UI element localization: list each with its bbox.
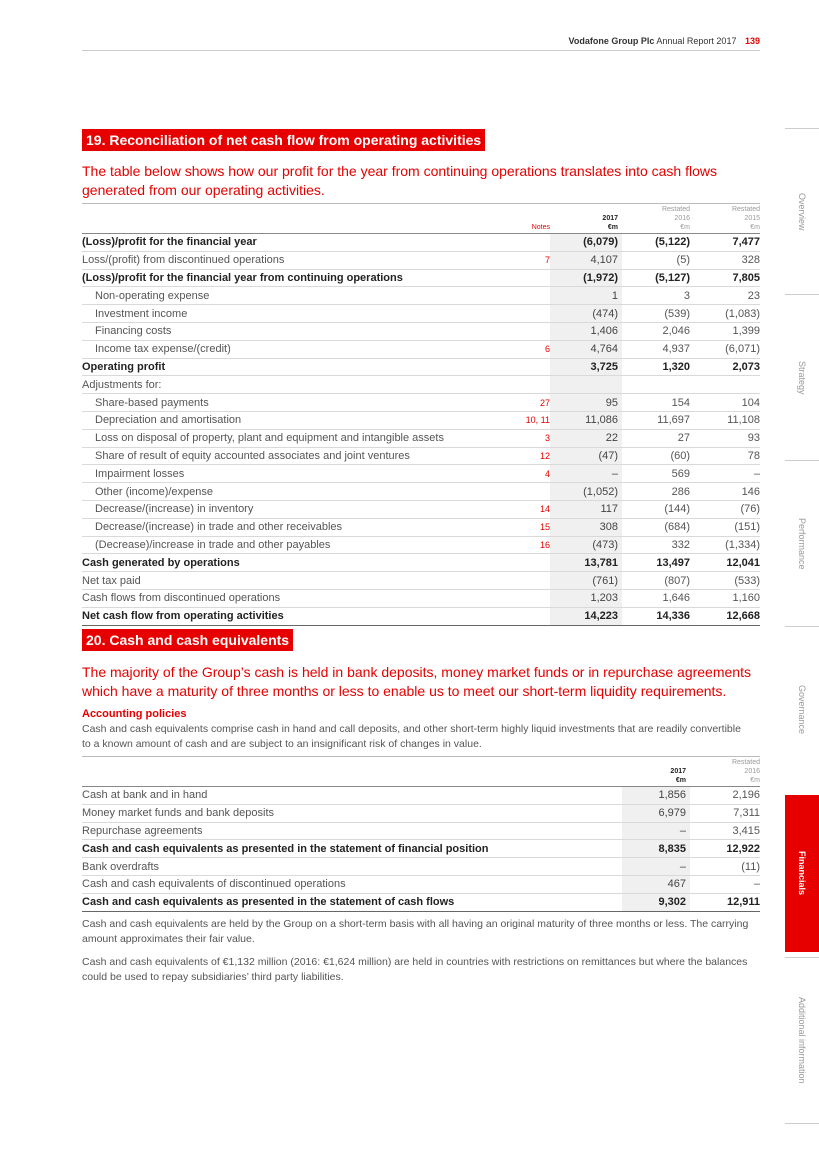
reconciliation-table bbox=[82, 205, 760, 626]
column-header-year: 2016 bbox=[674, 215, 690, 222]
row-note-ref: 12 bbox=[522, 447, 550, 465]
table-row bbox=[82, 447, 760, 465]
column-header bbox=[550, 205, 622, 234]
section-19-intro: The table below shows how our profit for the year from continuing operations translates into cash flows generated from our operating activities. bbox=[82, 163, 717, 198]
row-label: (Loss)/profit for the financial year bbox=[82, 234, 522, 252]
row-label: Impairment losses bbox=[82, 465, 522, 483]
value-2016: 3,415 bbox=[690, 822, 760, 840]
row-label: Money market funds and bank deposits bbox=[82, 804, 622, 822]
tab-label: Strategy bbox=[797, 360, 807, 395]
table-row bbox=[82, 572, 760, 590]
value-2017: 14,223 bbox=[550, 607, 622, 625]
header-spacer bbox=[82, 205, 522, 234]
value-2015: 12,668 bbox=[690, 607, 760, 625]
value-2015: (1,334) bbox=[690, 536, 760, 554]
value-2015: 7,805 bbox=[690, 269, 760, 287]
table-row bbox=[82, 429, 760, 447]
table-row bbox=[82, 394, 760, 412]
value-2017: 1,856 bbox=[622, 787, 690, 805]
value-2017: 4,107 bbox=[550, 251, 622, 269]
notes-header: Notes bbox=[522, 205, 550, 234]
value-2016: 4,937 bbox=[622, 340, 690, 358]
table-row bbox=[82, 840, 760, 858]
table-row bbox=[82, 376, 760, 394]
value-2016 bbox=[622, 376, 690, 394]
value-2016: 1,646 bbox=[622, 589, 690, 607]
value-2017: 1 bbox=[550, 287, 622, 305]
tab-additional-information[interactable] bbox=[785, 958, 819, 1123]
tab-label: Overview bbox=[797, 192, 807, 231]
value-2017: – bbox=[622, 858, 690, 876]
row-label: Decrease/(increase) in trade and other receivables bbox=[82, 518, 522, 536]
row-label: Cash and cash equivalents as presented in the statement of financial position bbox=[82, 840, 622, 858]
value-2016: 27 bbox=[622, 429, 690, 447]
value-2015: 104 bbox=[690, 394, 760, 412]
row-label: Cash and cash equivalents of discontinued operations bbox=[82, 875, 622, 893]
row-note-ref: 4 bbox=[522, 465, 550, 483]
value-2016: 12,911 bbox=[690, 893, 760, 911]
value-2015: (533) bbox=[690, 572, 760, 590]
row-note-ref bbox=[522, 322, 550, 340]
row-note-ref bbox=[522, 607, 550, 625]
row-label: Adjustments for: bbox=[82, 376, 522, 394]
table-row bbox=[82, 500, 760, 518]
column-header-unit: €m bbox=[750, 224, 760, 231]
value-2015: 328 bbox=[690, 251, 760, 269]
header-divider bbox=[82, 50, 760, 51]
column-header-unit: €m bbox=[675, 777, 686, 784]
table-header-row bbox=[82, 758, 760, 787]
row-note-ref: 3 bbox=[522, 429, 550, 447]
tab-strategy[interactable] bbox=[785, 295, 819, 460]
value-2017: 117 bbox=[550, 500, 622, 518]
value-2016: 2,196 bbox=[690, 787, 760, 805]
column-header-year: 2015 bbox=[744, 215, 760, 222]
value-2015: (76) bbox=[690, 500, 760, 518]
table-row bbox=[82, 483, 760, 501]
row-label: Net tax paid bbox=[82, 572, 522, 590]
row-label: Operating profit bbox=[82, 358, 522, 376]
tab-financials[interactable] bbox=[785, 795, 819, 952]
section-19-title: 19. Reconciliation of net cash flow from operating activities bbox=[82, 129, 485, 151]
row-note-ref: 15 bbox=[522, 518, 550, 536]
row-note-ref bbox=[522, 589, 550, 607]
table-row bbox=[82, 875, 760, 893]
section-20-intro: The majority of the Group’s cash is held in bank deposits, money market funds or in repurchase agreements which have a maturity of three months or less to enable us to meet our short-term liquidity requirements. bbox=[82, 664, 751, 699]
value-2016: (539) bbox=[622, 305, 690, 323]
table-row bbox=[82, 804, 760, 822]
row-note-ref bbox=[522, 554, 550, 572]
value-2016: 569 bbox=[622, 465, 690, 483]
accounting-policies-text: Cash and cash equivalents comprise cash in hand and call deposits, and other short-term highly liquid investments that are readily convertible to a known amount of cash and are subject to an insignificant risk of changes in value. bbox=[82, 723, 741, 750]
value-2016: 1,320 bbox=[622, 358, 690, 376]
table-row bbox=[82, 822, 760, 840]
value-2017: (47) bbox=[550, 447, 622, 465]
value-2015: 23 bbox=[690, 287, 760, 305]
value-2017: – bbox=[622, 822, 690, 840]
column-header-year: 2016 bbox=[744, 768, 760, 775]
value-2017: 6,979 bbox=[622, 804, 690, 822]
report-name: Annual Report 2017 bbox=[656, 36, 737, 46]
value-2016: (684) bbox=[622, 518, 690, 536]
value-2017: – bbox=[550, 465, 622, 483]
row-note-ref bbox=[522, 483, 550, 501]
value-2016: (5) bbox=[622, 251, 690, 269]
value-2017: (473) bbox=[550, 536, 622, 554]
row-note-ref bbox=[522, 572, 550, 590]
value-2016: 14,336 bbox=[622, 607, 690, 625]
value-2015: (151) bbox=[690, 518, 760, 536]
cash-note-paragraph-2: Cash and cash equivalents of €1,132 million (2016: €1,624 million) are held in countries with restrictions on remittances but where the balances could be used to repay subsidiaries’ third party liabilities. bbox=[82, 956, 748, 983]
table-row bbox=[82, 536, 760, 554]
table-top-rule bbox=[82, 203, 760, 204]
row-label: Income tax expense/(credit) bbox=[82, 340, 522, 358]
value-2015: 146 bbox=[690, 483, 760, 501]
value-2017: 13,781 bbox=[550, 554, 622, 572]
column-header bbox=[622, 205, 690, 234]
row-label: Cash and cash equivalents as presented in the statement of cash flows bbox=[82, 893, 622, 911]
table-row bbox=[82, 411, 760, 429]
value-2017: (761) bbox=[550, 572, 622, 590]
row-note-ref: 16 bbox=[522, 536, 550, 554]
tab-label: Additional information bbox=[797, 997, 807, 1084]
value-2015: 2,073 bbox=[690, 358, 760, 376]
row-label: Decrease/(increase) in inventory bbox=[82, 500, 522, 518]
value-2016: (5,127) bbox=[622, 269, 690, 287]
row-note-ref: 27 bbox=[522, 394, 550, 412]
table-row bbox=[82, 518, 760, 536]
row-label: Net cash flow from operating activities bbox=[82, 607, 522, 625]
value-2016: 332 bbox=[622, 536, 690, 554]
value-2016: (11) bbox=[690, 858, 760, 876]
value-2017 bbox=[550, 376, 622, 394]
column-header-top: Restated bbox=[731, 759, 760, 766]
value-2016: 13,497 bbox=[622, 554, 690, 572]
value-2016: 7,311 bbox=[690, 804, 760, 822]
row-label: Cash generated by operations bbox=[82, 554, 522, 572]
value-2017: (474) bbox=[550, 305, 622, 323]
value-2017: 3,725 bbox=[550, 358, 622, 376]
table-top-rule bbox=[82, 756, 760, 757]
header-spacer bbox=[82, 758, 622, 787]
row-note-ref bbox=[522, 376, 550, 394]
value-2015 bbox=[690, 376, 760, 394]
cash-equivalents-table bbox=[82, 758, 760, 912]
column-header-top: Restated bbox=[661, 206, 690, 213]
cash-note-paragraph-1: Cash and cash equivalents are held by the Group on a short-term basis with all having an original maturity of three months or less. The carrying amount approximates their fair value. bbox=[82, 918, 749, 945]
value-2015: 1,160 bbox=[690, 589, 760, 607]
table-row bbox=[82, 234, 760, 252]
column-header-year: 2017 bbox=[602, 215, 618, 222]
tab-label: Governance bbox=[797, 684, 807, 735]
table-row bbox=[82, 322, 760, 340]
table-row bbox=[82, 589, 760, 607]
value-2017: 8,835 bbox=[622, 840, 690, 858]
section-20-title: 20. Cash and cash equivalents bbox=[82, 629, 293, 651]
value-2017: 95 bbox=[550, 394, 622, 412]
row-note-ref: 14 bbox=[522, 500, 550, 518]
column-header-unit: €m bbox=[750, 777, 760, 784]
table-row bbox=[82, 465, 760, 483]
value-2016: (5,122) bbox=[622, 234, 690, 252]
page-number: 139 bbox=[744, 36, 760, 46]
column-header bbox=[622, 758, 690, 787]
value-2016: (144) bbox=[622, 500, 690, 518]
row-label: Share of result of equity accounted associates and joint ventures bbox=[82, 447, 522, 465]
tab-governance[interactable] bbox=[785, 627, 819, 792]
row-label: (Decrease)/increase in trade and other payables bbox=[82, 536, 522, 554]
tab-divider bbox=[785, 1123, 819, 1124]
tab-label: Performance bbox=[797, 517, 807, 570]
table-row bbox=[82, 251, 760, 269]
row-note-ref: 10, 11 bbox=[522, 411, 550, 429]
value-2017: (6,079) bbox=[550, 234, 622, 252]
value-2015: – bbox=[690, 465, 760, 483]
value-2016: 12,922 bbox=[690, 840, 760, 858]
value-2015: (1,083) bbox=[690, 305, 760, 323]
column-header-unit: €m bbox=[607, 224, 618, 231]
table-row bbox=[82, 858, 760, 876]
table-row bbox=[82, 554, 760, 572]
value-2015: 11,108 bbox=[690, 411, 760, 429]
table-header-row bbox=[82, 205, 760, 234]
row-label: Non-operating expense bbox=[82, 287, 522, 305]
column-header bbox=[690, 205, 760, 234]
row-note-ref bbox=[522, 234, 550, 252]
value-2015: 7,477 bbox=[690, 234, 760, 252]
value-2017: 467 bbox=[622, 875, 690, 893]
value-2017: 308 bbox=[550, 518, 622, 536]
column-header-year: 2017 bbox=[670, 768, 686, 775]
value-2015: 78 bbox=[690, 447, 760, 465]
tab-performance[interactable] bbox=[785, 461, 819, 626]
value-2017: 22 bbox=[550, 429, 622, 447]
row-label: Share-based payments bbox=[82, 394, 522, 412]
column-header-top: Restated bbox=[731, 206, 760, 213]
row-label: Loss on disposal of property, plant and equipment and intangible assets bbox=[82, 429, 522, 447]
tab-label: Financials bbox=[797, 851, 807, 896]
value-2017: 1,203 bbox=[550, 589, 622, 607]
value-2016: 11,697 bbox=[622, 411, 690, 429]
row-note-ref: 7 bbox=[522, 251, 550, 269]
value-2015: 12,041 bbox=[690, 554, 760, 572]
value-2016: (60) bbox=[622, 447, 690, 465]
table-row bbox=[82, 787, 760, 805]
company-name: Vodafone Group Plc bbox=[568, 36, 655, 46]
row-label: Bank overdrafts bbox=[82, 858, 622, 876]
row-label: (Loss)/profit for the financial year from continuing operations bbox=[82, 269, 522, 287]
row-label: Other (income)/expense bbox=[82, 483, 522, 501]
value-2017: 11,086 bbox=[550, 411, 622, 429]
value-2017: 4,764 bbox=[550, 340, 622, 358]
table-row bbox=[82, 287, 760, 305]
value-2017: (1,052) bbox=[550, 483, 622, 501]
row-label: Investment income bbox=[82, 305, 522, 323]
value-2016: 3 bbox=[622, 287, 690, 305]
value-2016: (807) bbox=[622, 572, 690, 590]
row-label: Loss/(profit) from discontinued operations bbox=[82, 251, 522, 269]
accounting-policies-title: Accounting policies bbox=[82, 708, 187, 720]
value-2016: – bbox=[690, 875, 760, 893]
row-label: Financing costs bbox=[82, 322, 522, 340]
value-2016: 154 bbox=[622, 394, 690, 412]
row-label: Repurchase agreements bbox=[82, 822, 622, 840]
value-2015: 1,399 bbox=[690, 322, 760, 340]
value-2017: (1,972) bbox=[550, 269, 622, 287]
column-header bbox=[690, 758, 760, 787]
value-2017: 1,406 bbox=[550, 322, 622, 340]
value-2015: (6,071) bbox=[690, 340, 760, 358]
row-label: Depreciation and amortisation bbox=[82, 411, 522, 429]
table-row bbox=[82, 358, 760, 376]
table-row bbox=[82, 893, 760, 911]
row-note-ref: 6 bbox=[522, 340, 550, 358]
table-row bbox=[82, 305, 760, 323]
column-header-unit: €m bbox=[680, 224, 690, 231]
row-note-ref bbox=[522, 305, 550, 323]
row-label: Cash at bank and in hand bbox=[82, 787, 622, 805]
row-label: Cash flows from discontinued operations bbox=[82, 589, 522, 607]
table-row bbox=[82, 607, 760, 625]
page-header bbox=[82, 36, 760, 46]
value-2016: 286 bbox=[622, 483, 690, 501]
table-row bbox=[82, 340, 760, 358]
tab-overview[interactable] bbox=[785, 129, 819, 294]
row-note-ref bbox=[522, 358, 550, 376]
value-2015: 93 bbox=[690, 429, 760, 447]
row-note-ref bbox=[522, 287, 550, 305]
row-note-ref bbox=[522, 269, 550, 287]
value-2017: 9,302 bbox=[622, 893, 690, 911]
table-row bbox=[82, 269, 760, 287]
value-2016: 2,046 bbox=[622, 322, 690, 340]
